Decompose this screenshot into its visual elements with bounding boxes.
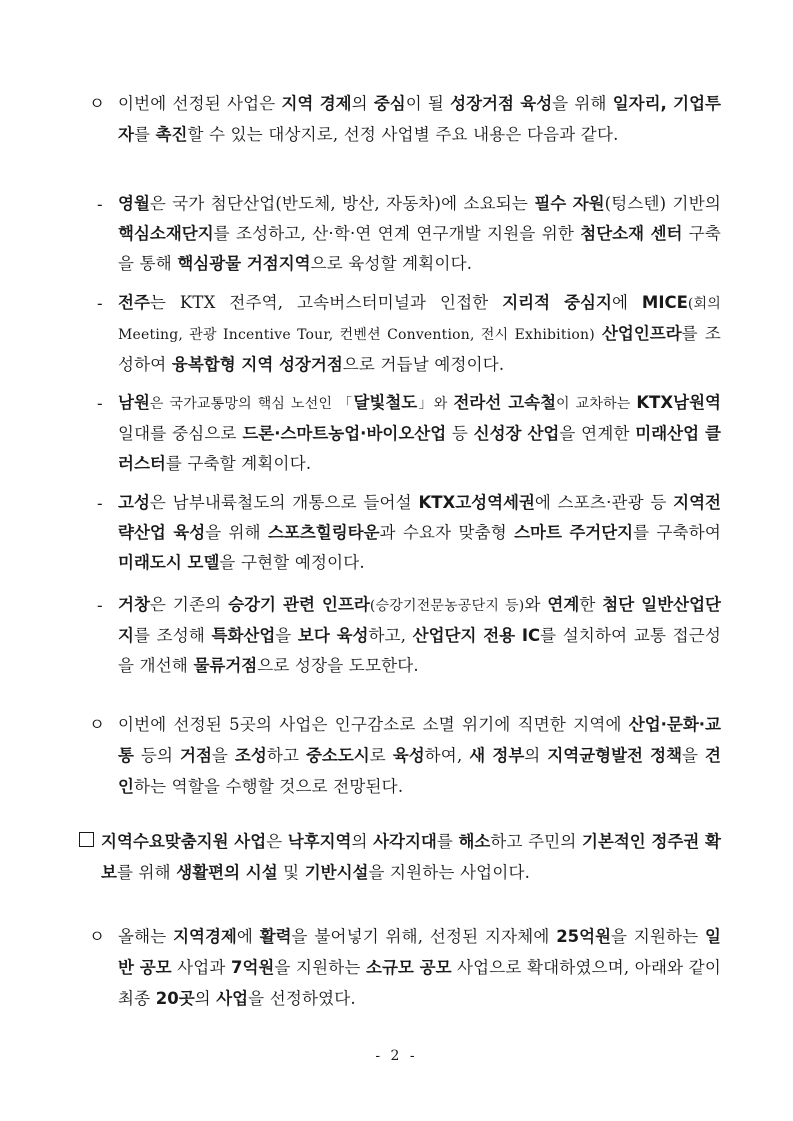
paragraph-geochang: 거창은 기존의 승강기 관련 인프라(승강기전문농공단지 등)와 연계한 첨단 일반산업단지를 조성해 특화산업을 보다 육성하고, 산업단지 전용 IC를 설치하여 교통 접근성을 개선해 물류거점으로 성장을 도모한다. — [118, 595, 721, 675]
paragraph-goseong: 고성은 남부내륙철도의 개통으로 들어설 KTX고성역세권에 스포츠·관광 등 지역전략산업 육성을 위해 스포츠힐링타운과 수요자 맞춤형 스마트 주거단지를 구축하여 미래도시 모델을 구현할 예정이다. — [118, 493, 721, 572]
paragraph-jeonju: 전주는 KTX 전주역, 고속버스터미널과 인접한 지리적 중심지에 MICE(회의 Meeting, 관광 Incentive Tour, 컨벤션 Convention, 전시 Exhibition) 산업인프라를 조성하여 융복합형 지역 성장거점으로 거듭날 예정이다. — [118, 293, 721, 374]
square-bullet — [79, 832, 94, 847]
dash-bullet: - — [97, 596, 103, 615]
paragraph-summary: 이번에 선정된 5곳의 사업은 인구감소로 소멸 위기에 직면한 지역에 산업·문화·교통 등의 거점을 조성하고 중소도시로 육성하여, 새 정부의 지역균형발전 정책을 견인하는 역할을 수행할 것으로 전망된다. — [118, 715, 721, 796]
circle-bullet: ㅇ — [89, 927, 105, 946]
paragraph-intro: 이번에 선정된 사업은 지역 경제의 중심이 될 성장거점 육성을 위해 일자리, 기업투자를 촉진할 수 있는 대상지로, 선정 사업별 주요 내용은 다음과 같다. — [118, 94, 721, 144]
dash-bullet: - — [97, 195, 103, 214]
circle-bullet: ㅇ — [89, 715, 105, 734]
dash-bullet: - — [97, 394, 103, 413]
paragraph-thisyear: 올해는 지역경제에 활력을 불어넣기 위해, 선정된 지자체에 25억원을 지원하는 일반 공모 사업과 7억원을 지원하는 소규모 공모 사업으로 확대하였으며, 아래와 같이 최종 20곳의 사업을 선정하였다. — [118, 927, 721, 1008]
dash-bullet: - — [97, 494, 103, 513]
dash-bullet: - — [97, 294, 103, 313]
page-number: - 2 - — [375, 1048, 418, 1064]
paragraph-namwon: 남원은 국가교통망의 핵심 노선인 「달빛철도」와 전라선 고속철이 교차하는 KTX남원역 일대를 중심으로 드론·스마트농업·바이오산업 등 신성장 산업을 연계한 미래산업 클러스터를 구축할 계획이다. — [118, 393, 721, 473]
paragraph-section: 지역수요맞춤지원 사업은 낙후지역의 사각지대를 해소하고 주민의 기본적인 정주권 확보를 위해 생활편의 시설 및 기반시설을 지원하는 사업이다. — [101, 832, 721, 882]
circle-bullet: ㅇ — [89, 94, 105, 113]
paragraph-yeongwol: 영월은 국가 첨단산업(반도체, 방산, 자동차)에 소요되는 필수 자원(텅스텐) 기반의 핵심소재단지를 조성하고, 산·학·연 연계 연구개발 지원을 위한 첨단소재 센터 구축을 통해 핵심광물 거점지역으로 육성할 계획이다. — [118, 194, 721, 273]
